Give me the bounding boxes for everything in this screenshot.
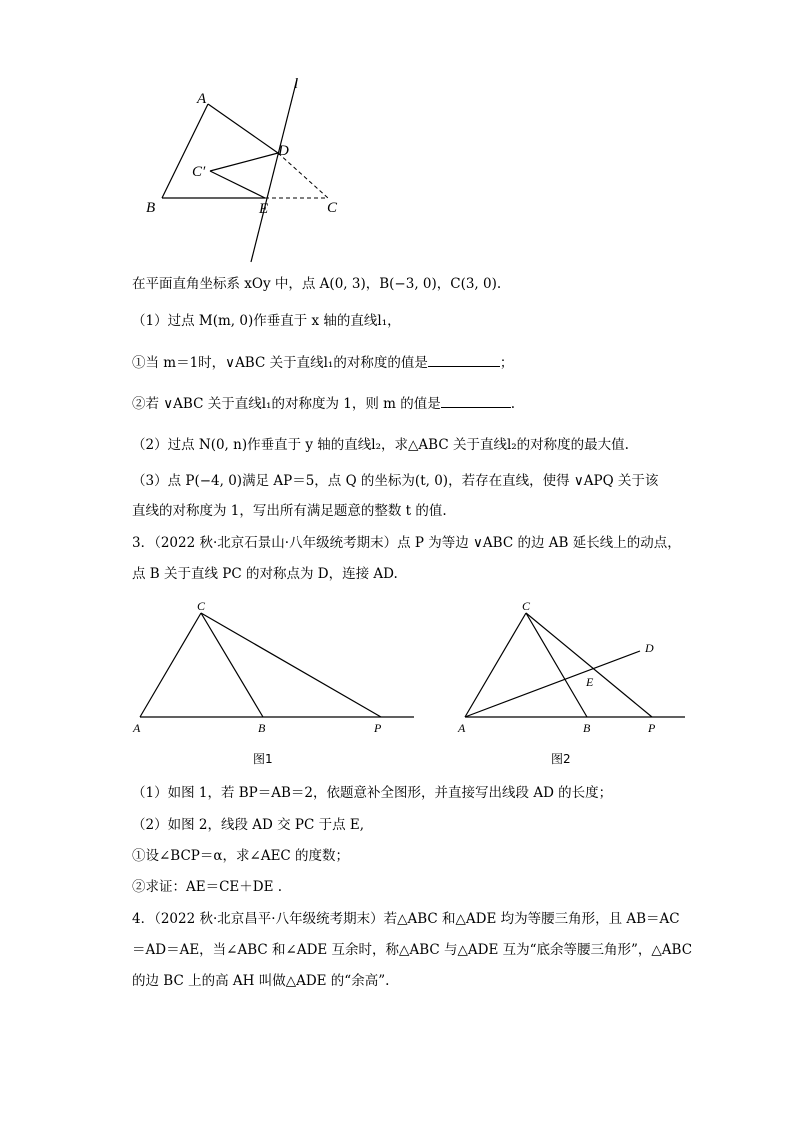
problem2-q3-line1: （3）点 P(−4, 0)满足 AP＝5，点 Q 的坐标为(t, 0)，若存在直线，使得 ∨APQ 关于该 <box>132 473 659 489</box>
label-C-prime: C′ <box>192 164 206 180</box>
label-C: C <box>327 200 338 216</box>
problem2-q1a <box>132 352 513 373</box>
line-l <box>251 79 297 262</box>
problem2-q1b-text: ②若 ∨ABC 关于直线l₁的对称度为 1，则 m 的值是 <box>132 396 441 412</box>
problem4-line1: 4．（2022 秋·北京昌平·八年级统考期末）若△ABC 和△ADE 均为等腰三角形，且 AB＝AC <box>132 911 680 927</box>
label-D: D <box>278 143 289 159</box>
fig2-label-E: E <box>586 675 594 689</box>
figure-2-caption: 图2 <box>551 752 571 766</box>
fig2-segment-AC <box>465 613 526 717</box>
segment-AB <box>162 104 208 198</box>
figure-fold-triangle <box>140 72 360 272</box>
answer-blank-2[interactable] <box>441 393 511 408</box>
figure-1 <box>128 596 428 741</box>
fig2-label-B: B <box>583 721 591 735</box>
problem2-q3-line2: 直线的对称度为 1，写出所有满足题意的整数 t 的值. <box>132 503 447 519</box>
fig2-label-C: C <box>522 599 531 613</box>
dashed-DC <box>278 153 328 198</box>
segment-CprimeE <box>210 171 265 198</box>
fig2-label-A: A <box>458 721 466 735</box>
label-E: E <box>259 201 269 217</box>
segment-AD <box>208 104 278 153</box>
fig1-label-B: B <box>258 721 266 735</box>
figure-1-svg <box>128 596 428 741</box>
fig2-segment-CP <box>526 613 652 717</box>
fig1-segment-CP <box>201 613 381 717</box>
problem3-line1: 3．（2022 秋·北京石景山·八年级统考期末）点 P 为等边 ∨ABC 的边 AB 延长线上的动点， <box>132 535 681 551</box>
fig2-label-P: P <box>648 721 656 735</box>
problem3-q2: （2）如图 2，线段 AD 交 PC 于点 E, <box>132 817 365 833</box>
problem2-q1b-end: . <box>510 396 516 412</box>
fig2-segment-AD <box>465 651 640 717</box>
fig2-label-D: D <box>645 641 654 655</box>
problem3-q2b: ②求证：AE＝CE＋DE . <box>132 879 283 895</box>
label-l: l <box>294 76 299 92</box>
fig1-label-C: C <box>197 599 206 613</box>
problem2-q1a-end: ； <box>499 355 514 371</box>
answer-blank-1[interactable] <box>428 352 500 367</box>
problem2-q1: （1）过点 M(m, 0)作垂直于 x 轴的直线l₁， <box>132 313 401 329</box>
figure-2-svg <box>452 596 692 741</box>
label-A: A <box>197 91 207 107</box>
segment-CprimeD <box>210 153 278 171</box>
problem2-q1a-text: ①当 m＝1时，∨ABC 关于直线l₁的对称度的值是 <box>132 355 428 371</box>
problem3-q1: （1）如图 1，若 BP＝AB＝2，依题意补全图形，并直接写出线段 AD 的长度； <box>132 785 613 801</box>
figure-2 <box>452 596 692 741</box>
problem3-q2a: ①设∠BCP＝α，求∠AEC 的度数； <box>132 848 350 864</box>
fig1-label-A: A <box>133 721 141 735</box>
fig1-label-P: P <box>374 721 382 735</box>
fig1-segment-CB <box>201 613 263 717</box>
figure-fold-triangle-svg <box>140 72 360 272</box>
fig2-segment-CB <box>526 613 587 717</box>
fig1-segment-AC <box>140 613 201 717</box>
problem2-q2: （2）过点 N(0, n)作垂直于 y 轴的直线l₂，求△ABC 关于直线l₂的对称度的最大值. <box>132 437 629 453</box>
problem2-intro: 在平面直角坐标系 xOy 中，点 A(0, 3)，B(−3, 0)，C(3, 0). <box>132 276 502 292</box>
problem4-line3: 的边 BC 上的高 AH 叫做△ADE 的“余高”. <box>132 973 390 989</box>
problem2-q1b <box>132 393 515 414</box>
label-B: B <box>146 200 156 216</box>
figure-1-caption: 图1 <box>253 752 273 766</box>
problem4-line2: ＝AD＝AE，当∠ABC 和∠ADE 互余时，称△ABC 与△ADE 互为“底余等腰三角形”，△ABC <box>132 942 693 958</box>
problem3-line2: 点 B 关于直线 PC 的对称点为 D，连接 AD. <box>132 566 398 582</box>
